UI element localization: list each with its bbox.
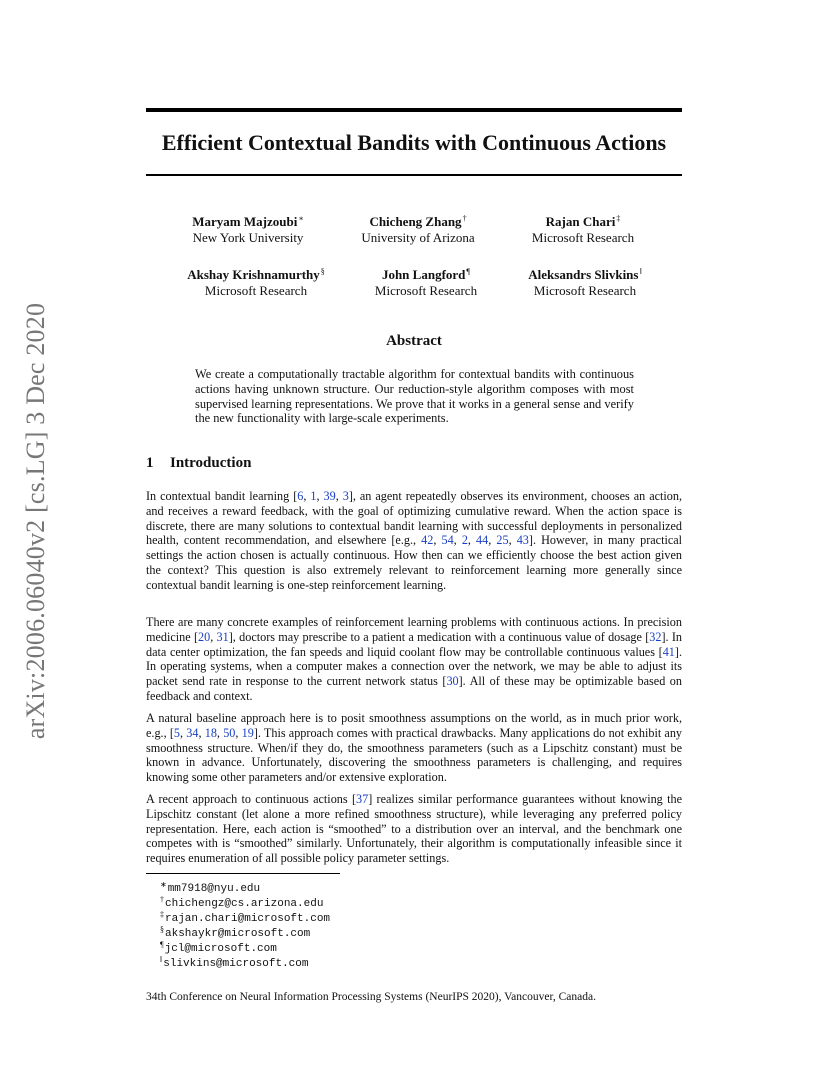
body-paragraph (146, 615, 682, 704)
paragraph-text: , (198, 725, 205, 740)
section-number: 1 (146, 455, 154, 471)
paragraph-text: , (210, 629, 217, 644)
paragraph-text: ]. All of these may be optimizable based on feedback and context. (146, 674, 682, 703)
paragraph-text: ], an agent repeatedly observes its environment, chooses an action, and receives a reward feedback, with the goal of optimizing cumulative reward. When the action space is discrete, there are many solutions to contextual bandit learning with successful deployments in personalized health, content recommendation, and elsewhere [e.g., (146, 489, 683, 548)
author-name: Akshay Krishnamurthy (187, 267, 320, 282)
paragraph-text: , (235, 725, 242, 740)
citation-link[interactable]: 2 (461, 533, 468, 548)
author-affiliation: Microsoft Research (533, 283, 637, 298)
author-name: John Langford (381, 267, 466, 282)
paragraph-text: , (335, 489, 343, 503)
footnote-mark: † (160, 895, 164, 904)
paragraph-text: ], doctors may prescribe to a patient a medication with a continuous value of dosage [ (228, 629, 650, 644)
citation-link[interactable]: 54 (441, 533, 454, 548)
citation-link[interactable]: 42 (421, 533, 434, 548)
author-mark: § (320, 267, 325, 276)
author-name: Rajan Chari (545, 214, 616, 229)
paragraph-text: ]. However, in many practical settings the action chosen is actually continuous. How then can we efficiently choose the best action given the context? This question is also extremely relevant to reinforcement learning more generally since contextual bandit learning is one-step reinforcement learning. (146, 533, 683, 592)
author-affiliation: University of Arizona (361, 230, 475, 245)
citation-link[interactable]: 39 (323, 489, 336, 503)
abstract-heading: Abstract (386, 333, 442, 349)
citation-link[interactable]: 44 (476, 533, 489, 548)
paragraph-text: ]. In operating systems, when a computer makes a connection over the network, we may be able to adjust its packet send rate in response to the current network status [ (146, 644, 682, 689)
footnote-email: slivkins@microsoft.com (163, 958, 309, 970)
footnote-mark: § (160, 925, 164, 934)
paragraph-text: ]. This approach comes with practical drawbacks. Many applications do not exhibit any smoothness structure. When/if they do, the smoothness parameters (such as a Lipschitz constant) must be known in advance. Unfortunately, discovering the smoothness parameters is challenging, and requires knowing some other parameters and/or extensive exploration. (146, 725, 683, 785)
author-mark: ‖ (639, 267, 642, 276)
body-paragraph (146, 489, 682, 593)
body-paragraph (146, 711, 682, 785)
citation-link[interactable]: 37 (356, 792, 369, 806)
author-block (166, 264, 346, 299)
title-bottom-rule (146, 174, 682, 176)
author-name: Aleksandrs Slivkins (528, 267, 639, 282)
author-name: Chicheng Zhang (369, 214, 462, 229)
abstract-text: We create a computationally tractable algorithm for contextual bandits with continuous actions having unknown structure. Our reduction-style algorithm composes with most supervised learning representations. We prove that it works in a general sense and verify the new functionality with large-scale experiments. (195, 367, 634, 426)
section-title: Introduction (170, 455, 252, 471)
footnote-email: chichengz@cs.arizona.edu (165, 898, 324, 910)
footnote-mark: ‖ (160, 955, 163, 964)
footnote-rule (146, 873, 340, 874)
citation-link[interactable]: 30 (446, 674, 459, 689)
citation-link[interactable]: 32 (649, 629, 662, 644)
paragraph-text: ] realizes similar performance guarantees without knowing the Lipschitz constant (let alone a more refined smoothness structure), while leveraging any preferred policy representation. Here, each action is “smoothed” to a distribution over an interval, and the benchmark one competes with is “smoothed” similarly. Unfortunately, their algorithm is computationally infeasible since it requires enumeration of all possible policy parameter settings. (146, 792, 682, 866)
footnote-mark: ∗ (160, 880, 167, 889)
author-mark: † (462, 214, 467, 223)
citation-link[interactable]: 31 (216, 629, 229, 644)
paragraph-text: , (488, 533, 497, 548)
citation-link[interactable]: 18 (204, 725, 217, 740)
author-block (336, 264, 516, 299)
paragraph-text: , (453, 533, 462, 548)
author-name: Maryam Majzoubi (192, 214, 298, 229)
citation-link[interactable]: 5 (173, 725, 181, 740)
paragraph-text: , (216, 725, 224, 740)
author-block (495, 264, 675, 299)
citation-link[interactable]: 41 (662, 644, 675, 659)
author-block (493, 211, 673, 246)
paragraph-text: A recent approach to continuous actions [ (146, 792, 356, 806)
paragraph-text: A natural baseline approach here is to posit smoothness assumptions on the world, as in much prior work, e.g., [ (146, 711, 682, 740)
footnote (160, 952, 308, 972)
author-block (328, 211, 508, 246)
footnote-email: akshaykr@microsoft.com (165, 928, 311, 940)
paragraph-text: In contextual bandit learning [ (146, 489, 298, 503)
paragraph-text: , (180, 725, 187, 740)
citation-link[interactable]: 1 (310, 489, 317, 503)
citation-link[interactable]: 3 (342, 489, 349, 503)
author-affiliation: Microsoft Research (374, 283, 478, 298)
venue-note: 34th Conference on Neural Information Processing Systems (NeurIPS 2020), Vancouver, Canada. (146, 991, 596, 1003)
citation-link[interactable]: 6 (297, 489, 304, 503)
paragraph-text: , (508, 533, 517, 548)
author-mark: ‡ (616, 214, 621, 223)
author-mark: ¶ (466, 267, 471, 276)
citation-link[interactable]: 19 (241, 725, 254, 740)
title-top-rule (146, 108, 682, 112)
author-affiliation: Microsoft Research (204, 283, 308, 298)
paragraph-text: , (433, 533, 442, 548)
arxiv-stamp-text: arXiv:2006.06040v2 [cs.LG] 3 Dec 2020 (21, 302, 50, 740)
citation-link[interactable]: 25 (496, 533, 509, 548)
footnote-mark: ‡ (160, 910, 164, 919)
footnote-mark: ¶ (160, 940, 164, 949)
paragraph-text: ]. In data center optimization, the fan speeds and liquid coolant flow may be controllable continuous values [ (146, 629, 683, 659)
paragraph-text: , (316, 489, 324, 503)
citation-link[interactable]: 20 (198, 629, 211, 644)
footnote-email: jcl@microsoft.com (164, 943, 277, 955)
paragraph-text: There are many concrete examples of reinforcement learning problems with continuous actions. In precision medicine [ (146, 615, 682, 644)
footnote-email: mm7918@nyu.edu (167, 883, 261, 895)
citation-link[interactable]: 50 (223, 725, 236, 740)
section-heading (146, 455, 251, 472)
citation-link[interactable]: 34 (186, 725, 199, 740)
author-mark: ∗ (298, 214, 304, 223)
footnote-email: rajan.chari@microsoft.com (165, 913, 331, 925)
body-paragraph (146, 792, 682, 866)
author-block (158, 211, 338, 246)
citation-link[interactable]: 43 (516, 533, 529, 548)
author-affiliation: New York University (192, 230, 304, 245)
author-affiliation: Microsoft Research (531, 230, 635, 245)
paper-title: Efficient Contextual Bandits with Continuous Actions (161, 130, 667, 155)
paragraph-text: , (303, 489, 311, 503)
paragraph-text: , (467, 533, 477, 548)
